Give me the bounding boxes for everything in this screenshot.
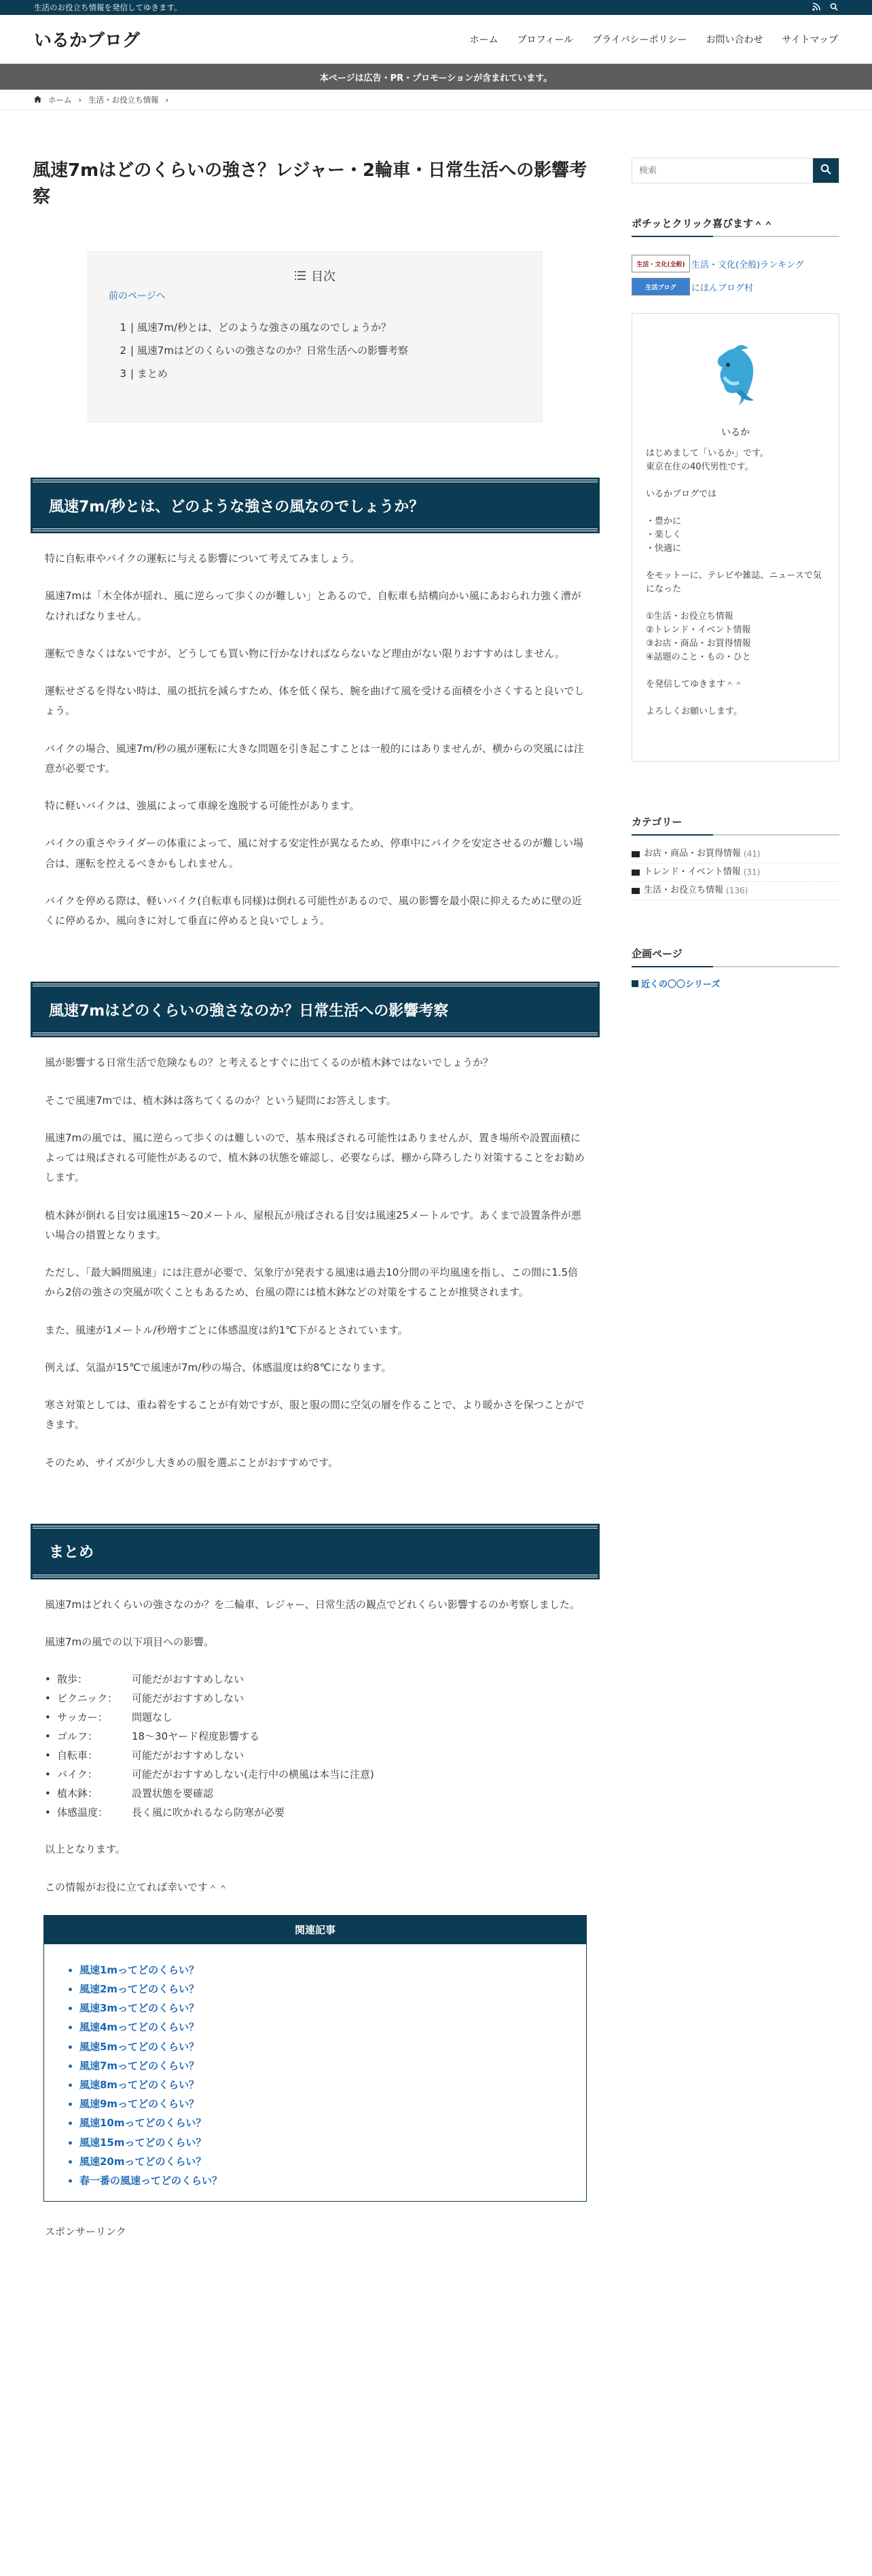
paragraph: 風速7mの風での以下項目への影響。 [45, 1636, 215, 1648]
paragraph: 運転できなくはないですが、どうしても買い物に行かなければならないなど理由がない限りおすすめはしません。 [45, 647, 566, 660]
category-item[interactable]: お店・商品・お買得情報 (41) [632, 845, 839, 863]
list-icon [295, 269, 306, 283]
paragraph: 風速7mの風では、風に逆らって歩くのは難しいので、基本飛ばされる可能性はありませんが、置き場所や設置面積によっては飛ばされる可能性があるので、植木鉢の状態を確認し、必要ならば、棚から降ろしたり対策することをお勧めします。 [45, 1131, 585, 1184]
widget-title: カテゴリー [632, 809, 839, 836]
paragraph: 例えば、気温が15℃で風速が7m/秒の場合、体感温度は約8℃になります。 [45, 1361, 392, 1374]
blogmura-banner[interactable]: 生活ブログ [632, 278, 690, 296]
related-link[interactable]: • 風速9mってどのくらい？ [79, 2094, 586, 2113]
summary-list [33, 1670, 598, 1822]
toc-title: 目次 [311, 270, 335, 284]
paragraph: 特に軽いバイクは、強風によって車線を逸脱する可能性があります。 [45, 800, 360, 812]
chevron-right-icon: › [78, 94, 82, 105]
nav-home[interactable]: ホーム [469, 34, 498, 46]
breadcrumb-home[interactable]: ホーム [48, 94, 72, 105]
list-item: • 体感温度： 長く風に吹かれるなら防寒が必要 [45, 1806, 285, 1819]
ranking-link[interactable]: 生活・文化(全般)ランキング [691, 260, 804, 270]
nav-sitemap[interactable]: サイトマップ [782, 34, 838, 46]
list-item: • 自転車： 可能だがおすすめしない [45, 1749, 244, 1762]
toc-item[interactable]: 1 | 風速7m/秒とは、どのような強さの風なのでしょうか？ [120, 321, 392, 334]
paragraph: 風速7mは「木全体が揺れ、風に逆らって歩くのが難しい」とあるので、自転車も結構向かい風にあおられ力強く漕がなければなりません。 [45, 590, 581, 622]
paragraph: そこで風速7mでは、植木鉢は落ちてくるのか？という疑問にお答えします。 [45, 1094, 397, 1107]
pr-notice: 本ページは広告・PR・プロモーションが含まれています。 [0, 64, 872, 90]
related-link[interactable]: • 風速4mってどのくらい？ [79, 2018, 586, 2037]
related-link[interactable]: • 風速1mってどのくらい？ [79, 1961, 586, 1980]
folder-icon [632, 851, 640, 857]
category-item[interactable]: 生活・お役立ち情報 (136) [632, 882, 839, 900]
avatar [695, 334, 776, 416]
folder-icon [632, 888, 640, 894]
section-heading: 風速7m/秒とは、どのような強さの風なのでしょうか？ [33, 480, 598, 531]
section-heading: 風速7mはどのくらいの強さなのか？日常生活への影響考察 [33, 984, 598, 1035]
top-bar [0, 0, 872, 15]
breadcrumb [0, 90, 872, 110]
site-logo[interactable]: いるかブログ [34, 31, 141, 51]
paragraph: また、風速が1メートル/秒増すごとに体感温度は約1℃下がるとされています。 [45, 1323, 408, 1336]
profile-text: はじめまして「いるか」です。 東京在住の40代男性です。 いるかブログでは ・豊かに ・楽しく ・快適に をモットーに、テレビや雑誌、ニュースで気になった ①生活・お役立ち情報 ②トレンド・イベント情報 ③お店・商品・お買得情報 ④話題のこと・もの・ひと を発信してゆきます＾＾ よろしくお願いします。 [646, 448, 822, 717]
rss-icon[interactable] [812, 3, 820, 13]
toc-item[interactable]: 3 | まとめ [120, 368, 168, 380]
ranking-banner[interactable]: 生活・文化(全般) [632, 255, 690, 272]
nav-privacy-policy[interactable]: プライバシーポリシー [592, 34, 687, 46]
search-icon [820, 164, 831, 177]
related-link[interactable]: • 風速8mってどのくらい？ [79, 2075, 586, 2094]
toc-prev-link[interactable]: 前のページへ [109, 291, 166, 302]
related-link[interactable]: • 風速10mってどのくらい？ [79, 2113, 586, 2132]
sidebar [632, 158, 839, 990]
blogmura-link[interactable]: にほんブログ村 [691, 283, 754, 293]
site-header [0, 15, 872, 64]
related-link[interactable]: • 風速2mってどのくらい？ [79, 1980, 586, 1999]
table-of-contents [88, 251, 543, 423]
related-link[interactable]: • 風速3mってどのくらい？ [79, 1999, 586, 2018]
search-icon[interactable] [830, 3, 838, 13]
paragraph: バイクの場合、風速7m/秒の風が運転に大きな問題を引き起こすことは一般的にはありませんが、横からの突風には注意が必要です。 [45, 742, 584, 774]
list-item: • ゴルフ： 18～30ヤード程度影響する [45, 1730, 260, 1743]
sponsor-label: スポンサーリンク [45, 2225, 126, 2238]
paragraph: 運転せざるを得ない時は、風の抵抗を減らすため、体を低く保ち、腕を曲げて風を受ける面積を小さくすると良いでしょう。 [45, 685, 585, 717]
paragraph: 風速7mはどれくらいの強さなのか？を二輪車、レジャー、日常生活の観点でどれくらい影響するのか考察しました。 [45, 1598, 580, 1611]
toc-item[interactable]: 2 | 風速7mはどのくらいの強さなのか？日常生活への影響考察 [120, 344, 408, 357]
home-icon [34, 95, 41, 105]
list-item: • バイク： 可能だがおすすめしない(走行中の横風は本当に注意) [45, 1768, 374, 1781]
search-form [632, 158, 839, 183]
list-item: • 散歩： 可能だがおすすめしない [45, 1673, 244, 1686]
nav-profile[interactable]: プロフィール [517, 34, 574, 46]
folder-icon [632, 870, 640, 876]
paragraph: この情報がお役に立てれば幸いです＾＾ [45, 1880, 229, 1893]
paragraph: ただし、「最大瞬間風速」には注意が必要で、気象庁が発表する風速は過去10分間の平均風速を指し、この間に1.5倍から2倍の強さの突風が吹くこともあるため、台風の際には植木鉢などの対策をすることが推奨されます。 [45, 1266, 579, 1299]
search-input[interactable] [632, 158, 813, 183]
list-item: • サッカー： 問題なし [45, 1711, 173, 1724]
article-title: 風速7mはどのくらいの強さ？レジャー・2輪車・日常生活への影響考察 [33, 160, 587, 207]
paragraph: バイクの重さやライダーの体重によって、風に対する安定性が異なるため、停車中にバイクを安定させるのが難しい場合は、運転を控えるべきかもしれません。 [45, 837, 584, 870]
profile-name: いるか [721, 427, 750, 438]
related-link[interactable]: • 風速7mってどのくらい？ [79, 2056, 586, 2075]
section-heading: まとめ [33, 1526, 598, 1577]
search-button[interactable] [813, 158, 839, 183]
paragraph: 風が影響する日常生活で危険なもの？と考えるとすぐに出てくるのが植木鉢ではないでしょうか？ [45, 1056, 494, 1069]
chevron-right-icon: › [165, 94, 169, 105]
paragraph: 植木鉢が倒れる目安は風速15～20メートル、屋根瓦が飛ばされる目安は風速25メートルです。あくまで設置条件が悪い場合の措置となります。 [45, 1209, 581, 1241]
paragraph: 以上となります。 [45, 1843, 126, 1856]
square-icon [632, 980, 638, 987]
widget-title: ポチッとクリック喜びます＾＾ [632, 211, 839, 237]
category-item[interactable]: トレンド・イベント情報 (31) [632, 863, 839, 882]
paragraph: バイクを停める際は、軽いバイク(自転車も同様)は倒れる可能性があるので、風の影響を最小限に抑えるために壁の近くに停めるか、風向きに対して垂直に停めると良いでしょう。 [45, 894, 582, 927]
related-articles-title: 関連記事 [44, 1916, 586, 1944]
related-articles-box [43, 1915, 587, 2202]
widget-title: 企画ページ [632, 941, 839, 967]
list-item: • 植木鉢： 設置状態を要確認 [45, 1787, 214, 1800]
nav-contact[interactable]: お問い合わせ [706, 34, 763, 46]
list-item: • ピクニック： 可能だがおすすめしない [45, 1692, 244, 1705]
main-content [33, 158, 598, 2242]
site-tagline: 生活のお役立ち情報を発信してゆきます。 [34, 3, 182, 12]
paragraph: 特に自転車やバイクの運転に与える影響について考えてみましょう。 [45, 552, 361, 565]
related-link[interactable]: • 春一番の風速ってどのくらい？ [79, 2171, 586, 2190]
related-link[interactable]: • 風速15mってどのくらい？ [79, 2133, 586, 2152]
paragraph: 寒さ対策としては、重ね着をすることが有効ですが、服と服の間に空気の層を作ることで、より暖かさを保つことができます。 [45, 1399, 585, 1431]
global-nav [470, 33, 838, 46]
related-link[interactable]: • 風速5mってどのくらい？ [79, 2037, 586, 2056]
category-list [632, 845, 839, 900]
breadcrumb-category[interactable]: 生活・お役立ち情報 [88, 94, 159, 105]
paragraph: そのため、サイズが少し大きめの服を選ぶことがおすすめです。 [45, 1456, 339, 1469]
profile-widget [632, 313, 839, 762]
related-link[interactable]: • 風速20mってどのくらい？ [79, 2152, 586, 2171]
plan-link[interactable]: 近くの〇〇シリーズ [632, 977, 839, 990]
